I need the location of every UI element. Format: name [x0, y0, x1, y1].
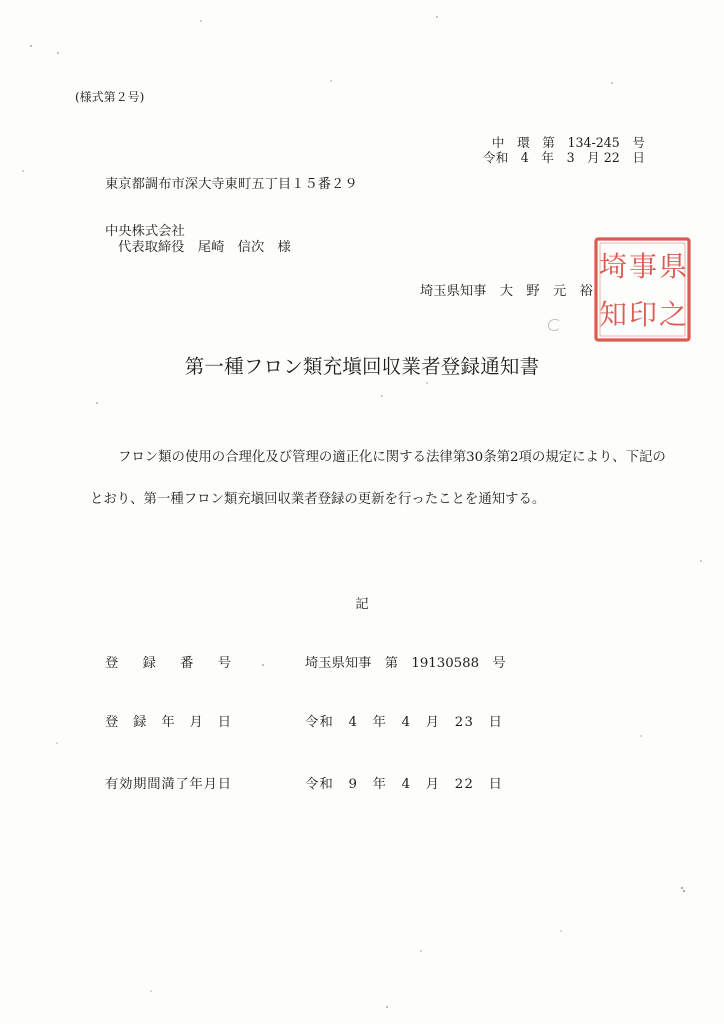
expiry-date-value: 令和 9 年 4 月 22 日 [305, 777, 504, 792]
issue-date: 令和 4 年 3 月 22 日 [483, 150, 645, 165]
notes-heading: 記 [355, 597, 369, 612]
scan-noise-dots [0, 0, 2, 2]
expiry-date-label: 有効期間満了年月日 [105, 777, 231, 792]
recipient-representative: 代表取締役 尾崎 信次 様 [118, 240, 291, 255]
reference-number: 中 環 第 134-245 号 [491, 135, 645, 150]
seal-graphic [593, 236, 693, 344]
registration-number-value: 埼玉県知事 第 19130588 号 [305, 656, 506, 671]
seal-char: 印 [628, 298, 658, 331]
registration-number-label: 登 録 番 号 [105, 656, 231, 671]
scan-smudge [548, 319, 561, 331]
body-text-line: とおり、第一種フロン類充塡回収業者登録の更新を行ったことを通知する。 [90, 492, 546, 507]
seal-char: 県 [658, 250, 688, 283]
recipient-company: 中央株式会社 [105, 224, 185, 239]
body-text-line: フロン類の使用の合理化及び管理の適正化に関する法律第30条第2項の規定により、下記の [118, 450, 666, 465]
recipient-address: 東京都調布市深大寺東町五丁目１５番２９ [105, 177, 358, 192]
form-number: (様式第２号) [75, 90, 145, 104]
document-title: 第一種フロン類充塡回収業者登録通知書 [184, 355, 540, 378]
seal-char: 事 [628, 250, 658, 283]
registration-date-value: 令和 4 年 4 月 23 日 [305, 715, 504, 730]
official-seal [593, 236, 693, 344]
seal-char: 之 [658, 298, 688, 331]
registration-date-label: 登 録 年 月 日 [105, 715, 231, 730]
seal-char: 知 [598, 298, 628, 331]
issuer-name: 埼玉県知事 大 野 元 裕 [420, 284, 593, 299]
seal-char: 埼 [598, 250, 628, 283]
